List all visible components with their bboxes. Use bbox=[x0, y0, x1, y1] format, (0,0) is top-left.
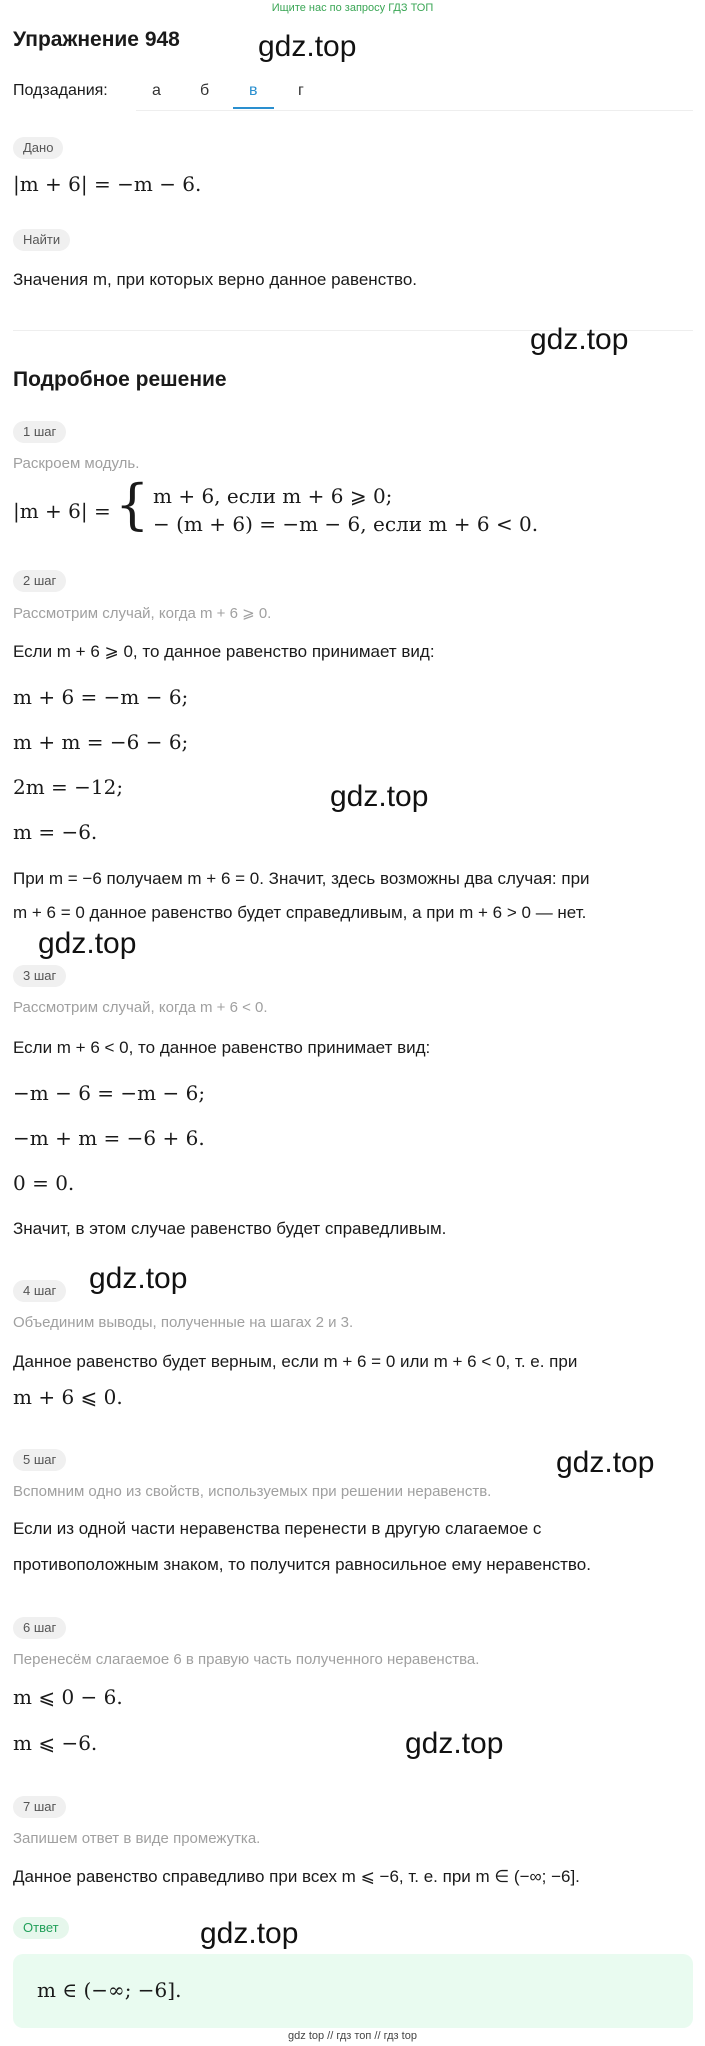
step-4-pill: 4 шаг bbox=[13, 1280, 66, 1302]
watermark: gdz.top bbox=[38, 927, 137, 960]
step-7-text: Данное равенство справедливо при всех m ⩽ −6, т. е. при m ∈ (−∞; −6]. bbox=[13, 1867, 580, 1886]
tab-v[interactable]: в bbox=[249, 82, 258, 99]
step-2-line: m = −6. bbox=[13, 820, 98, 844]
solution-title: Подробное решение bbox=[13, 368, 227, 391]
step-1-brace: { bbox=[115, 473, 150, 536]
watermark: gdz.top bbox=[200, 1917, 299, 1950]
top-notice[interactable]: Ищите нас по запросу ГДЗ ТОП bbox=[271, 2, 434, 14]
watermark: gdz.top bbox=[89, 1262, 188, 1295]
active-tab-underline bbox=[233, 107, 274, 109]
watermark: gdz.top bbox=[405, 1727, 504, 1760]
footer[interactable]: gdz top // гдз топ // гдз top bbox=[288, 2030, 417, 2042]
step-1-lhs: |m + 6| = bbox=[13, 499, 111, 523]
find-text: Значения m, при которых верно данное равенство. bbox=[13, 270, 417, 289]
given-formula: |m + 6| = −m − 6. bbox=[13, 172, 202, 196]
step-2-pill: 2 шаг bbox=[13, 570, 66, 592]
watermark: gdz.top bbox=[556, 1446, 655, 1479]
step-3-line: −m − 6 = −m − 6; bbox=[13, 1081, 206, 1105]
subtasks-label: Подзадания: bbox=[13, 82, 108, 99]
step-7-pill: 7 шаг bbox=[13, 1796, 66, 1818]
step-2-intro: Если m + 6 ⩾ 0, то данное равенство принимает вид: bbox=[13, 642, 435, 661]
page-title: Упражнение 948 bbox=[13, 28, 180, 51]
step-2-conclusion: При m = −6 получаем m + 6 = 0. Значит, здесь возможны два случая: при bbox=[13, 869, 590, 888]
step-5-text: противоположным знаком, то получится равносильное ему неравенство. bbox=[13, 1555, 591, 1574]
tabs-divider bbox=[136, 110, 693, 111]
step-3-line: 0 = 0. bbox=[13, 1171, 75, 1195]
step-1-hint: Раскроем модуль. bbox=[13, 455, 140, 472]
step-1-pill: 1 шаг bbox=[13, 421, 66, 443]
step-4-text: m + 6 ⩽ 0. bbox=[13, 1385, 123, 1409]
step-6-hint: Перенесём слагаемое 6 в правую часть полученного неравенства. bbox=[13, 1651, 480, 1668]
step-5-pill: 5 шаг bbox=[13, 1449, 66, 1471]
step-4-text: Данное равенство будет верным, если m + 6 = 0 или m + 6 < 0, т. е. при bbox=[13, 1352, 578, 1371]
tab-a[interactable]: а bbox=[152, 82, 161, 99]
watermark: gdz.top bbox=[258, 30, 357, 63]
step-2-line: 2m = −12; bbox=[13, 775, 124, 799]
tab-b[interactable]: б bbox=[200, 82, 210, 99]
answer-box bbox=[13, 1954, 693, 2028]
step-7-hint: Запишем ответ в виде промежутка. bbox=[13, 1830, 261, 1847]
step-3-hint: Рассмотрим случай, когда m + 6 < 0. bbox=[13, 999, 268, 1016]
step-3-line: −m + m = −6 + 6. bbox=[13, 1126, 205, 1150]
step-2-hint: Рассмотрим случай, когда m + 6 ⩾ 0. bbox=[13, 605, 272, 622]
step-6-pill: 6 шаг bbox=[13, 1617, 66, 1639]
step-2-line: m + m = −6 − 6; bbox=[13, 730, 189, 754]
find-pill: Найти bbox=[13, 229, 70, 251]
answer-formula: m ∈ (−∞; −6]. bbox=[37, 1978, 182, 2002]
step-1-case1: m + 6, если m + 6 ⩾ 0; bbox=[153, 484, 393, 508]
step-5-hint: Вспомним одно из свойств, используемых при решении неравенств. bbox=[13, 1483, 492, 1500]
step-3-conclusion: Значит, в этом случае равенство будет справедливым. bbox=[13, 1219, 447, 1238]
given-pill: Дано bbox=[13, 137, 63, 159]
step-2-conclusion: m + 6 = 0 данное равенство будет справедливым, а при m + 6 > 0 — нет. bbox=[13, 903, 587, 922]
step-6-line: m ⩽ 0 − 6. bbox=[13, 1685, 123, 1709]
step-4-hint: Объединим выводы, полученные на шагах 2 и 3. bbox=[13, 1314, 354, 1331]
step-5-text: Если из одной части неравенства перенести в другую слагаемое с bbox=[13, 1519, 542, 1538]
step-3-pill: 3 шаг bbox=[13, 965, 66, 987]
watermark: gdz.top bbox=[330, 780, 429, 813]
step-2-line: m + 6 = −m − 6; bbox=[13, 685, 189, 709]
step-1-case2: − (m + 6) = −m − 6, если m + 6 < 0. bbox=[153, 512, 539, 536]
tab-g[interactable]: г bbox=[298, 82, 304, 99]
step-3-intro: Если m + 6 < 0, то данное равенство принимает вид: bbox=[13, 1038, 431, 1057]
answer-pill: Ответ bbox=[13, 1917, 69, 1939]
watermark: gdz.top bbox=[530, 323, 629, 356]
step-6-line: m ⩽ −6. bbox=[13, 1731, 98, 1755]
